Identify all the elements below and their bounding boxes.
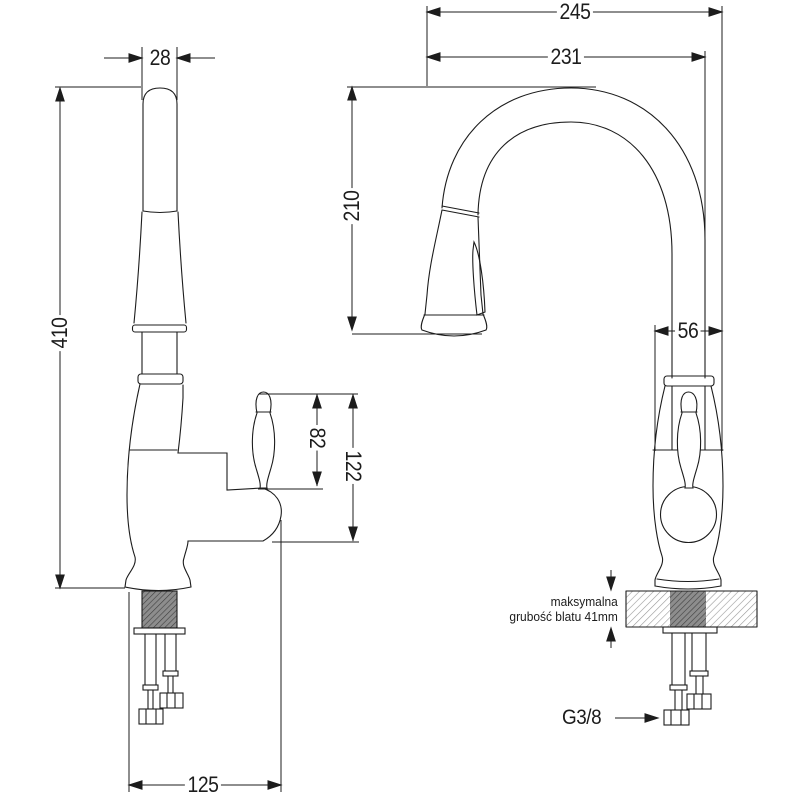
note-line-1: maksymalna	[550, 594, 618, 609]
dim-spout-clearance-label: 210	[339, 188, 365, 224]
front-mounting-flange	[663, 627, 717, 633]
side-mounting-flange	[134, 628, 185, 634]
dimension-lines	[55, 6, 722, 792]
front-lever-handle	[677, 392, 700, 488]
front-view-faucet	[421, 88, 757, 725]
side-supply-hoses	[139, 634, 183, 724]
dim-overall-height-label: 410	[47, 315, 73, 351]
dim-spout-outlet-height-label: 122	[340, 448, 366, 484]
countertop-threaded-rod	[670, 591, 706, 627]
dim-handle-width-label: 28	[147, 45, 173, 71]
side-view-faucet	[125, 88, 281, 724]
dim-lever-height-label: 82	[304, 425, 330, 451]
front-spray-head	[421, 210, 487, 336]
front-supply-hoses	[664, 633, 711, 725]
dim-spout-reach-label: 231	[548, 44, 584, 70]
dim-overall-depth-label: 245	[557, 0, 593, 25]
dim-base-depth-label: 125	[185, 772, 221, 798]
side-threaded-shank	[142, 591, 177, 628]
side-handle-outline	[143, 88, 177, 211]
front-body-circle	[661, 487, 717, 543]
note-line-2: grubość blatu 41mm	[509, 609, 618, 624]
side-lever-handle	[252, 392, 274, 488]
max-counter-thickness-note	[510, 594, 618, 624]
dim-body-width-label: 56	[675, 318, 701, 344]
connection-thread-label: G3/8	[562, 706, 602, 729]
countertop-section	[626, 591, 757, 627]
